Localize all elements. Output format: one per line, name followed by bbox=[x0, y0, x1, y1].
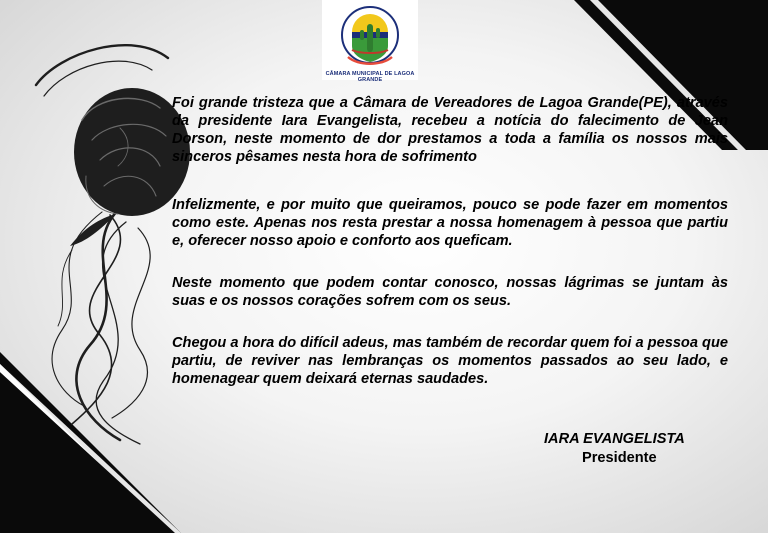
corner-ribbon-bottom-left bbox=[0, 352, 181, 533]
message-paragraph-2: Infelizmente, e por muito que queiramos, pouco se pode fazer em momentos como este. Apenas nos resta prestar a nossa homenagem à pessoa que partiu e, oferecer nosso apoio e conforto aos queficam. bbox=[172, 197, 728, 249]
signature-role: Presidente bbox=[582, 450, 657, 466]
coat-of-arms-icon bbox=[340, 2, 400, 70]
logo bbox=[322, 0, 418, 83]
logo-caption: CÂMARA MUNICIPAL DE LAGOA GRANDE bbox=[325, 71, 415, 83]
black-rose-ornament bbox=[36, 45, 190, 444]
message-paragraph-1: Foi grande tristeza que a Câmara de Vereadores de Lagoa Grande(PE), através da presidente Iara Evangelista, recebeu a notícia do falecimento de Jean Dorson, neste momento de dor prestamos a toda a família os nossos mais sinceros pêsames nesta hora de sofrimento bbox=[172, 95, 728, 165]
message-paragraph-3: Neste momento que podem contar conosco, nossas lágrimas se juntam às suas e os nossos corações sofrem com os seus. bbox=[172, 275, 728, 309]
message-paragraph-4: Chegou a hora do difícil adeus, mas também de recordar quem foi a pessoa que partiu, de reviver nas lembranças os momentos passados ao seu lado, e homenagear quem deixará eternas saudades. bbox=[172, 335, 728, 387]
signature-name: IARA EVANGELISTA bbox=[544, 431, 685, 447]
